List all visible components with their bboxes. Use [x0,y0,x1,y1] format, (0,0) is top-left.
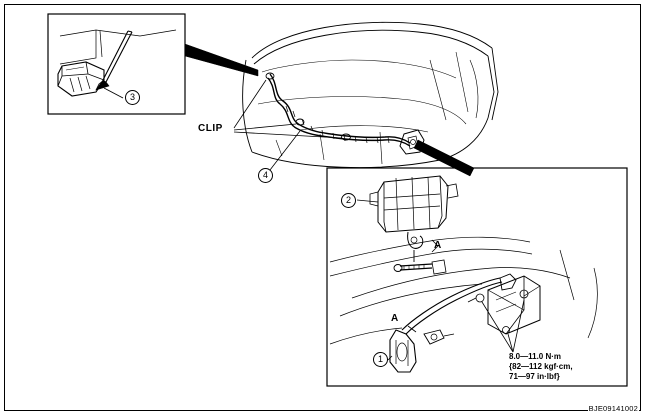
callout-3: 3 [125,90,140,105]
clip-label: CLIP [198,123,223,134]
torque-spec-line-1: 8.0—11.0 N·m [509,352,562,361]
detail-pointer-upper [185,44,258,76]
callout-4: 4 [258,168,273,183]
main-vehicle-view [234,22,498,170]
callout-2: 2 [341,193,356,208]
detail-box-upper-left [48,14,185,114]
document-id: BJE09141002 [588,404,638,413]
torque-spec-line-3: 71—97 in·lbf} [509,372,560,381]
torque-spec-line-2: {82—112 kgf·cm, [509,362,573,371]
section-mark-a-lower: A [391,313,399,324]
section-mark-a-upper: A [434,240,442,251]
detail-box-lower-right [327,168,627,386]
detail-pointer-lower [414,140,474,176]
callout-1: 1 [373,352,388,367]
